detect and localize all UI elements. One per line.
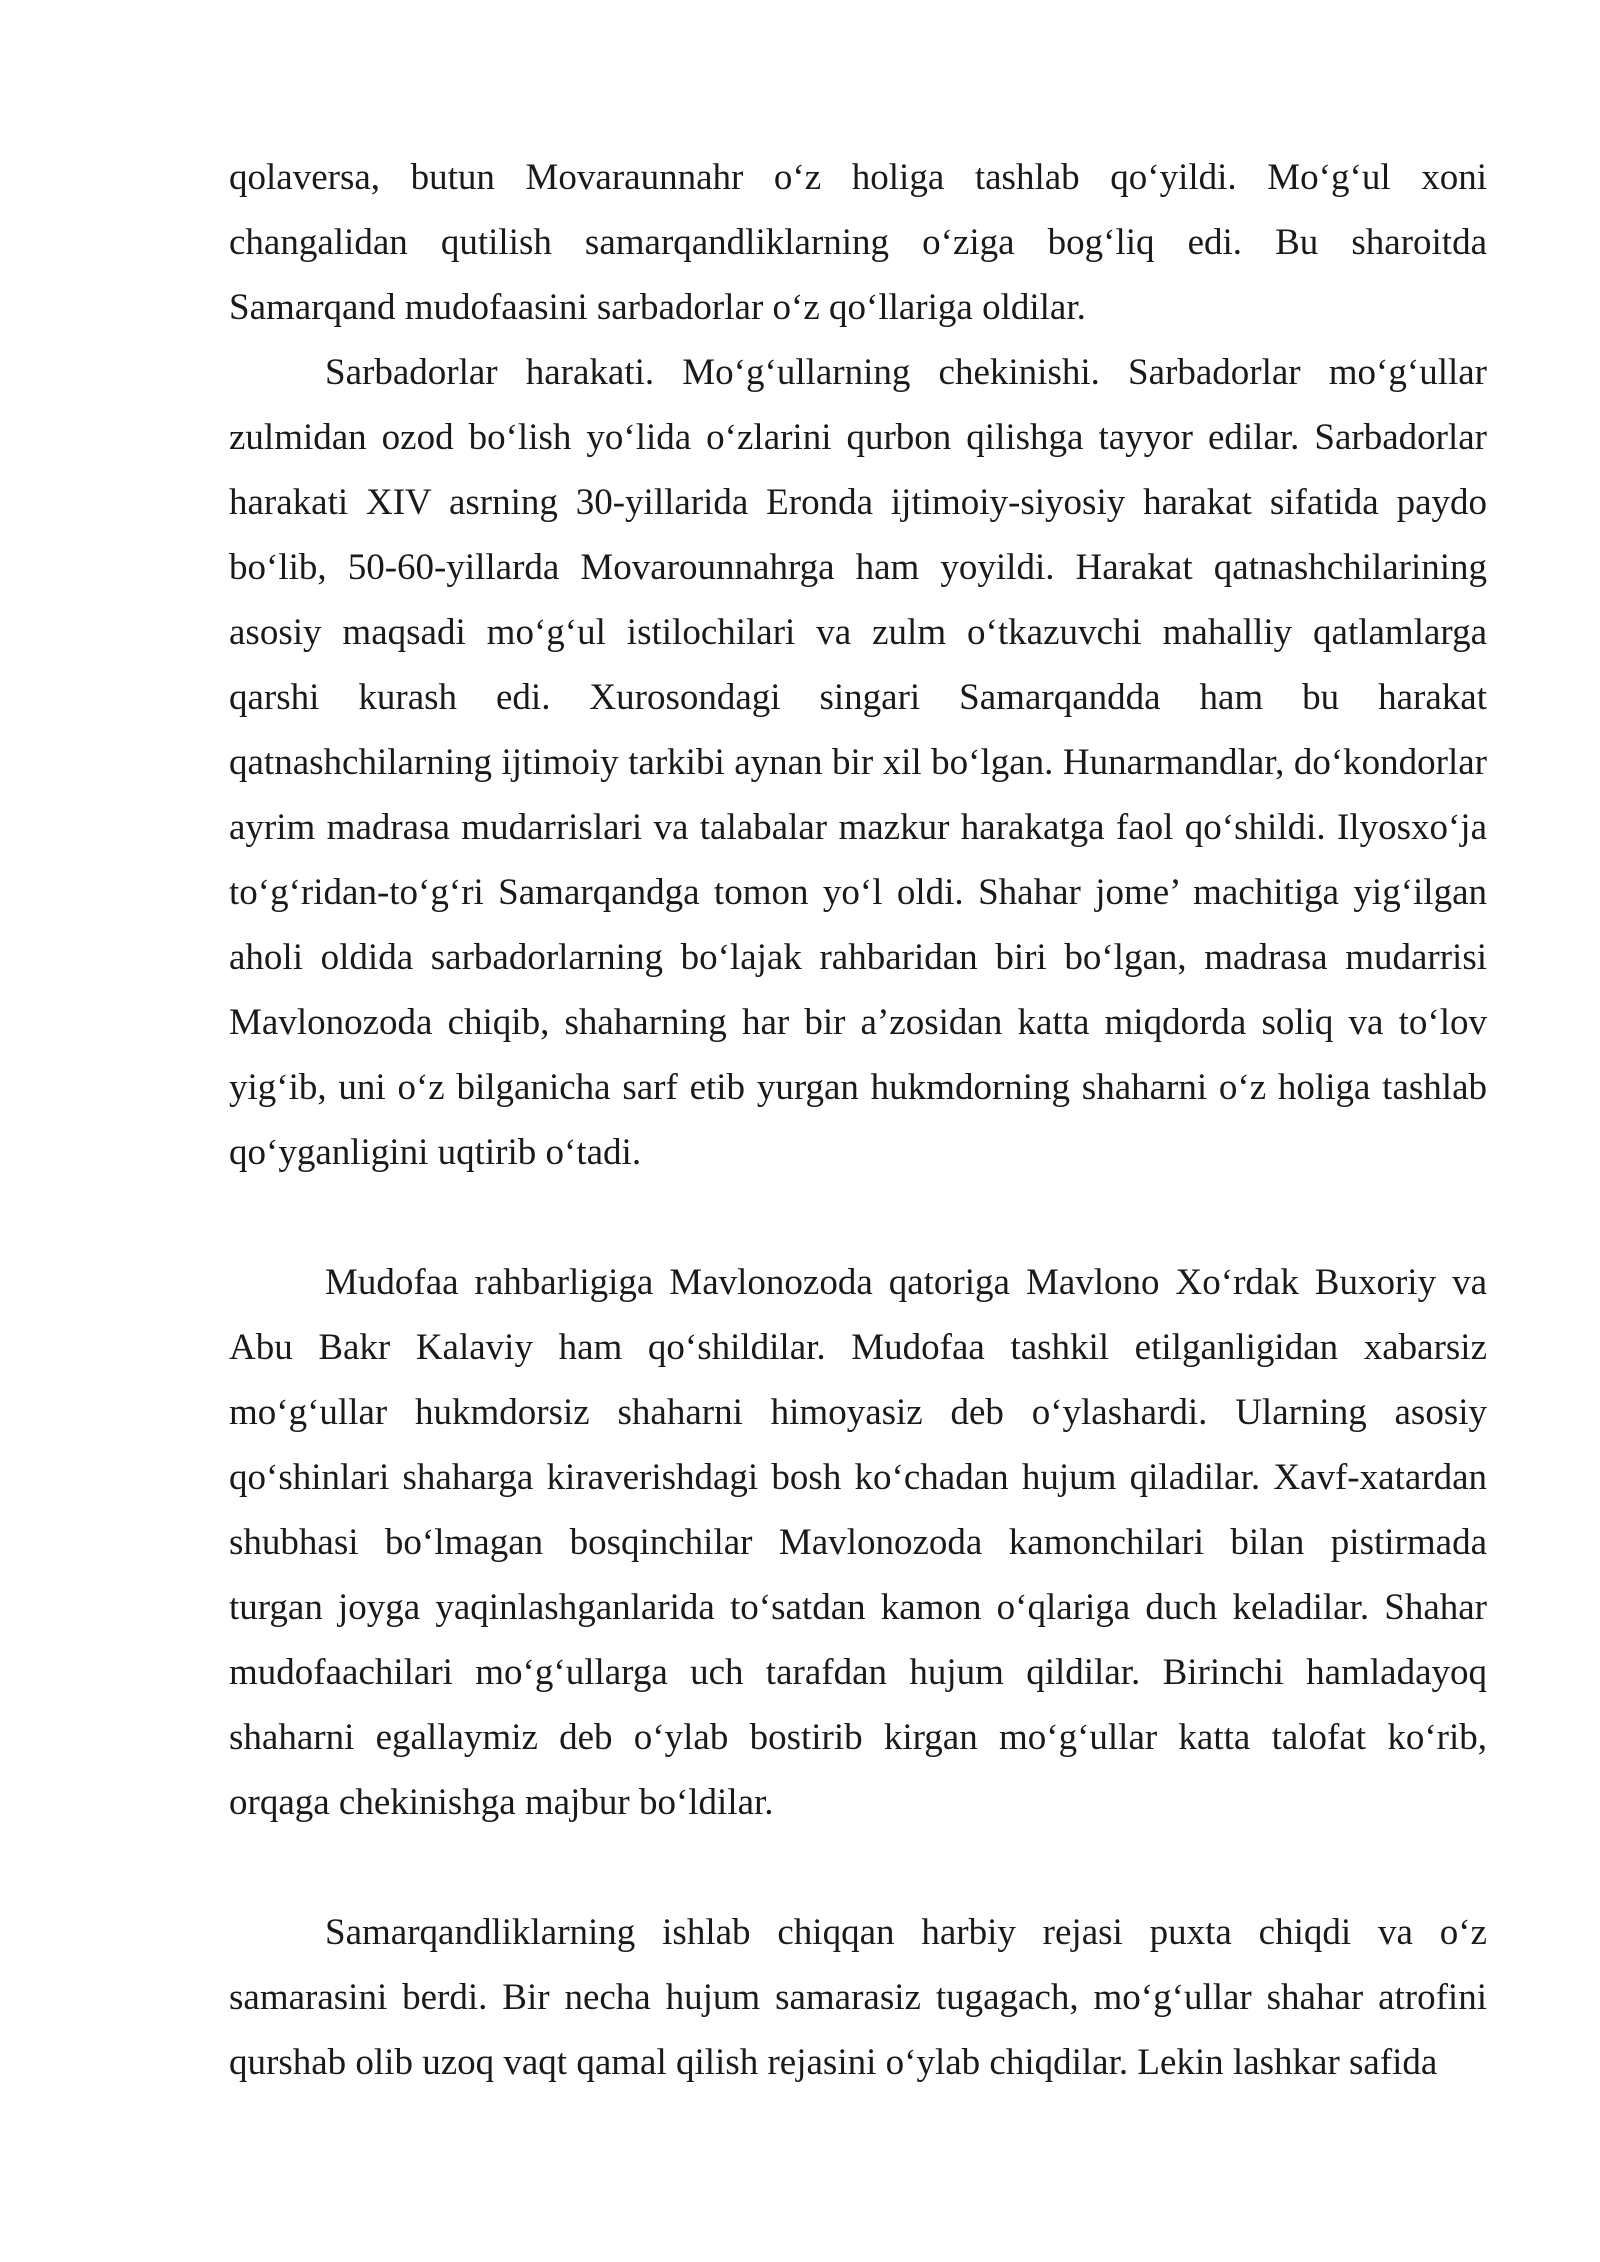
- paragraph-1: qolaversa, butun Movaraunnahr o‘z holiga tashlab qo‘yildi. Mo‘g‘ul xoni changalidan qutilish samarqandliklarning o‘ziga bog‘liq edi. Bu sharoitda Samarqand mudofaasini sarbadorlar o‘z qo‘llariga oldilar.: [229, 157, 1487, 328]
- paragraph-spacer: [229, 1835, 1487, 1900]
- document-page: [229, 145, 1487, 2095]
- paragraph-2: Sarbadorlar harakati. Mo‘g‘ullarning chekinishi. Sarbadorlar mo‘g‘ullar zulmidan ozod bo‘lish yo‘lida o‘zlarini qurbon qilishga tayyor edilar. Sarbadorlar harakati XIV asrning 30-yillarida Eronda ijtimoiy-siyosiy harakat sifatida paydo bo‘lib, 50-60-yillarda Movarounnahrga ham yoyildi. Harakat qatnashchilarining asosiy maqsadi mo‘g‘ul istilochilari va zulm o‘tkazuvchi mahalliy qatlamlarga qarshi kurash edi. Xurosondagi singari Samarqandda ham bu harakat qatnashchilarning ijtimoiy tarkibi aynan bir xil bo‘lgan. Hunarmandlar, do‘kondorlar ayrim madrasa mudarrislari va talabalar mazkur harakatga faol qo‘shildi. Ilyosxo‘ja to‘g‘ridan-to‘g‘ri Samarqandga tomon yo‘l oldi. Shahar jome’ machitiga yig‘ilgan aholi oldida sarbadorlarning bo‘lajak rahbaridan biri bo‘lgan, madrasa mudarrisi Mavlonozoda chiqib, shaharning har bir a’zosidan katta miqdorda soliq va to‘lov yig‘ib, uni o‘z bilganicha sarf etib yurgan hukmdorning shaharni o‘z holiga tashlab qo‘yganligini uqtirib o‘tadi.: [229, 352, 1487, 1173]
- paragraph-spacer: [229, 1185, 1487, 1250]
- paragraph-3: Mudofaa rahbarligiga Mavlonozoda qatoriga Mavlono Xo‘rdak Buxoriy va Abu Bakr Kalaviy ham qo‘shildilar. Mudofaa tashkil etilganligidan xabarsiz mo‘g‘ullar hukmdorsiz shaharni himoyasiz deb o‘ylashardi. Ularning asosiy qo‘shinlari shaharga kiraverishdagi bosh ko‘chadan hujum qiladilar. Xavf-xatardan shubhasi bo‘lmagan bosqinchilar Mavlonozoda kamonchilari bilan pistirmada turgan joyga yaqinlashganlarida to‘satdan kamon o‘qlariga duch keladilar. Shahar mudofaachilari mo‘g‘ullarga uch tarafdan hujum qildilar. Birinchi hamladayoq shaharni egallaymiz deb o‘ylab bostirib kirgan mo‘g‘ullar katta talofat ko‘rib, orqaga chekinishga majbur bo‘ldilar.: [229, 1262, 1487, 1823]
- paragraph-4: Samarqandliklarning ishlab chiqqan harbiy rejasi puxta chiqdi va o‘z samarasini berdi. Bir necha hujum samarasiz tugagach, mo‘g‘ullar shahar atrofini qurshab olib uzoq vaqt qamal qilish rejasini o‘ylab chiqdilar. Lekin lashkar safida: [229, 1912, 1487, 2083]
